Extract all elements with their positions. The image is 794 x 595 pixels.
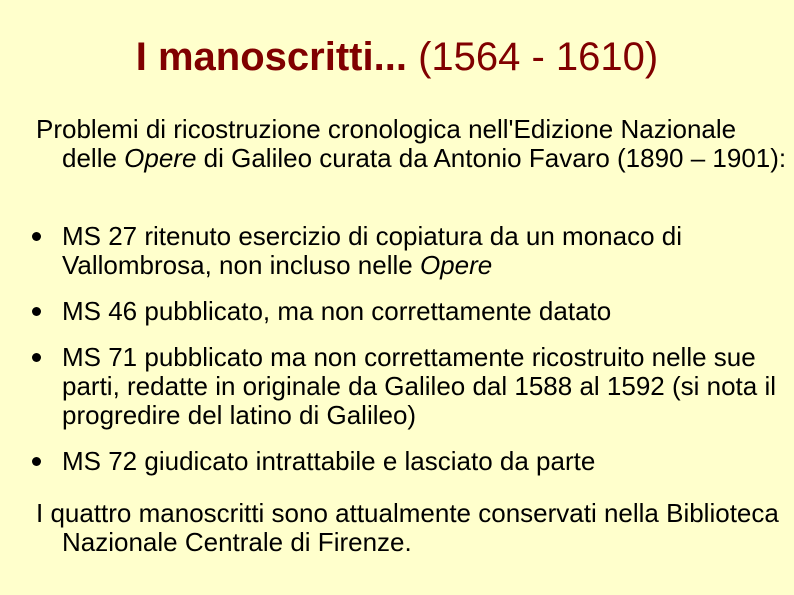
list-item-ms27 [36, 222, 776, 280]
intro-text-after: di Galileo curata da Antonio Favaro (1890 – 1901): [196, 143, 787, 173]
title-main: I manoscritti... [135, 35, 407, 79]
manuscript-list [36, 222, 776, 476]
ms27-text: MS 27 ritenuto esercizio di copiatura da un monaco di Vallombrosa, non incluso nelle [62, 221, 683, 280]
intro-text-before: Problemi di ricostruzione cronologica nell'Edizione Nazionale delle [36, 114, 737, 173]
ms46-text: MS 46 pubblicato, ma non correttamente datato [62, 296, 612, 326]
intro-paragraph [36, 115, 792, 173]
closing-paragraph: I quattro manoscritti sono attualmente conservati nella Biblioteca Nazionale Centrale di Firenze. [36, 498, 779, 557]
list-item-ms46 [36, 297, 776, 326]
bullet-icon [32, 457, 41, 466]
intro-italic-opere: Opere [124, 143, 197, 173]
ms71-text: MS 71 pubblicato ma non correttamente ricostruito nelle sue parti, redatte in originale da Galileo dal 1588 al 1592 (si nota il progredire del latino di Galileo) [62, 342, 777, 430]
title-years: (1564 - 1610) [418, 35, 659, 79]
slide-title [0, 28, 794, 86]
ms72-text: MS 72 giudicato intrattabile e lasciato da parte [62, 446, 596, 476]
list-item-ms72 [36, 447, 776, 476]
bullet-icon [32, 353, 41, 362]
bullet-icon [32, 232, 41, 241]
list-item-ms71 [36, 343, 776, 430]
bullet-icon [32, 307, 41, 316]
ms27-italic-opere: Opere [419, 250, 493, 280]
